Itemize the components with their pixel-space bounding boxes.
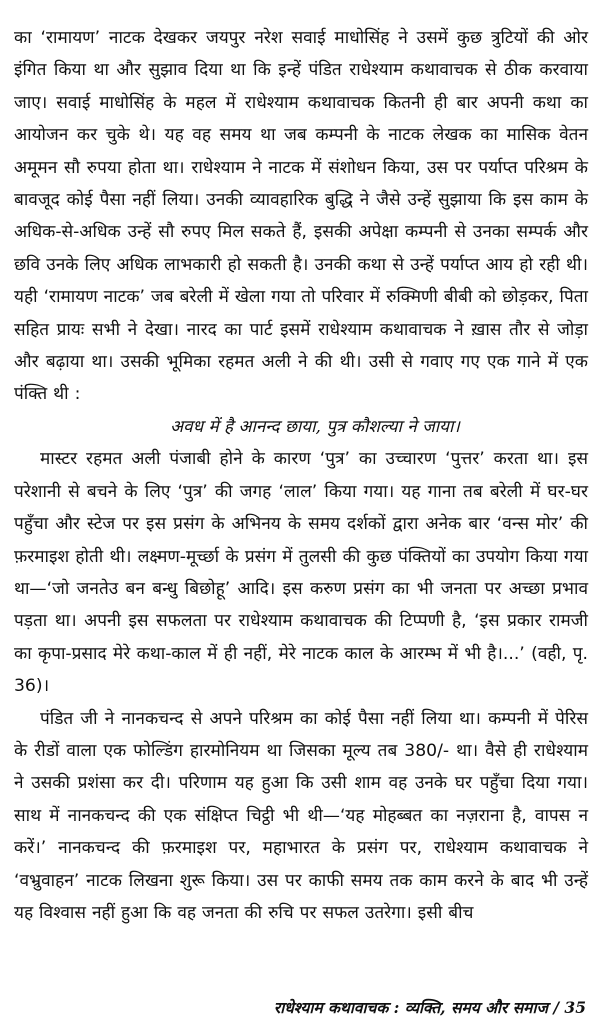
paragraph-rahmat-ali: मास्टर रहमत अली पंजाबी होने के कारण ‘पुत्र’ का उच्चारण ‘पुत्तर’ करता था। इस परेशानी से बचने के लिए ‘पुत्र’ की जगह ‘लाल’ किया गया। यह गाना तब बरेली में घर-घर पहुँचा और स्टेज पर इस प्रसंग के अभिनय के समय दर्शकों द्वारा अनेक बार ‘वन्स मोर’ की फ़रमाइश होती थी। लक्ष्मण-मूर्च्छा के प्रसंग में तुलसी की कुछ पंक्तियों का उपयोग किया गया था—‘जो जनतेउ बन बन्धु बिछोहू’ आदि। इस करुण प्रसंग का भी जनता पर अच्छा प्रभाव पड़ता था। अपनी इस सफलता पर राधेश्याम कथावाचक की टिप्पणी है, ‘इस प्रकार रामजी का कृपा-प्रसाद मेरे कथा-काल में ही नहीं, मेरे नाटक काल के आरम्भ में भी है।...’ (वही, पृ. 36)। [14, 449, 588, 697]
paragraph-ramayan-play: का ‘रामायण’ नाटक देखकर जयपुर नरेश सवाई माधोसिंह ने उसमें कुछ त्रुटियों की ओर इंगित किया था और सुझाव दिया था कि इन्हें पंडित राधेश्याम कथावाचक से ठीक करवाया जाए। सवाई माधोसिंह के महल में राधेश्याम कथावाचक कितनी ही बार अपनी कथा का आयोजन कर चुके थे। यह वह समय था जब कम्पनी के नाटक लेखक का मासिक वेतन अमूमन सौ रुपया होता था। राधेश्याम ने नाटक में संशोधन किया, उस पर पर्याप्त परिश्रम के बावजूद कोई पैसा नहीं लिया। उनकी व्यावहारिक बुद्धि ने जैसे उन्हें सुझाया कि इस काम के अधिक-से-अधिक उन्हें सौ रुपए मिल सकते हैं, इसकी अपेक्षा कम्पनी से उनका सम्पर्क और छवि उनके लिए अधिक लाभकारी हो सकती है। उनकी कथा से उन्हें पर्याप्त आय हो रही थी। यही ‘रामायण नाटक’ जब बरेली में खेला गया तो परिवार में रुक्मिणी बीबी को छोड़कर, पिता सहित प्रायः सभी ने देखा। नारद का पार्ट इसमें राधेश्याम कथावाचक ने ख़ास तौर से जोड़ा और बढ़ाया था। उसकी भूमिका रहमत अली ने की थी। उसी से गवाए गए एक गाने में एक पंक्ति थी : [14, 28, 589, 405]
running-footer: राधेश्याम कथावाचक : व्यक्ति, समय और समाज / 35 [273, 998, 586, 1017]
quoted-verse: अवध में है आनन्द छाया, पुत्र कौशल्या ने जाया। [170, 416, 460, 437]
page-body [14, 22, 588, 929]
paragraph-harmonium: पंडित जी ने नानकचन्द से अपने परिश्रम का कोई पैसा नहीं लिया था। कम्पनी में पेरिस के रीडों वाला एक फोल्डिंग हारमोनियम था जिसका मूल्य तब 380/- था। वैसे ही राधेश्याम ने उसकी प्रशंसा कर दी। परिणाम यह हुआ कि उसी शाम वह उनके घर पहुँचा दिया गया। साथ में नानकचन्द की एक संक्षिप्त चिट्ठी भी थी—‘यह मोहब्बत का नज़राना है, वापस न करें।’ नानकचन्द की फ़रमाइश पर, महाभारत के प्रसंग पर, राधेश्याम कथावाचक ने ‘वभ्रुवाहन’ नाटक लिखना शुरू किया। उस पर काफी समय तक काम करने के बाद भी उन्हें यह विश्वास नहीं हुआ कि वह जनता की रुचि पर सफल उतरेगा। इसी बीच [14, 708, 588, 923]
